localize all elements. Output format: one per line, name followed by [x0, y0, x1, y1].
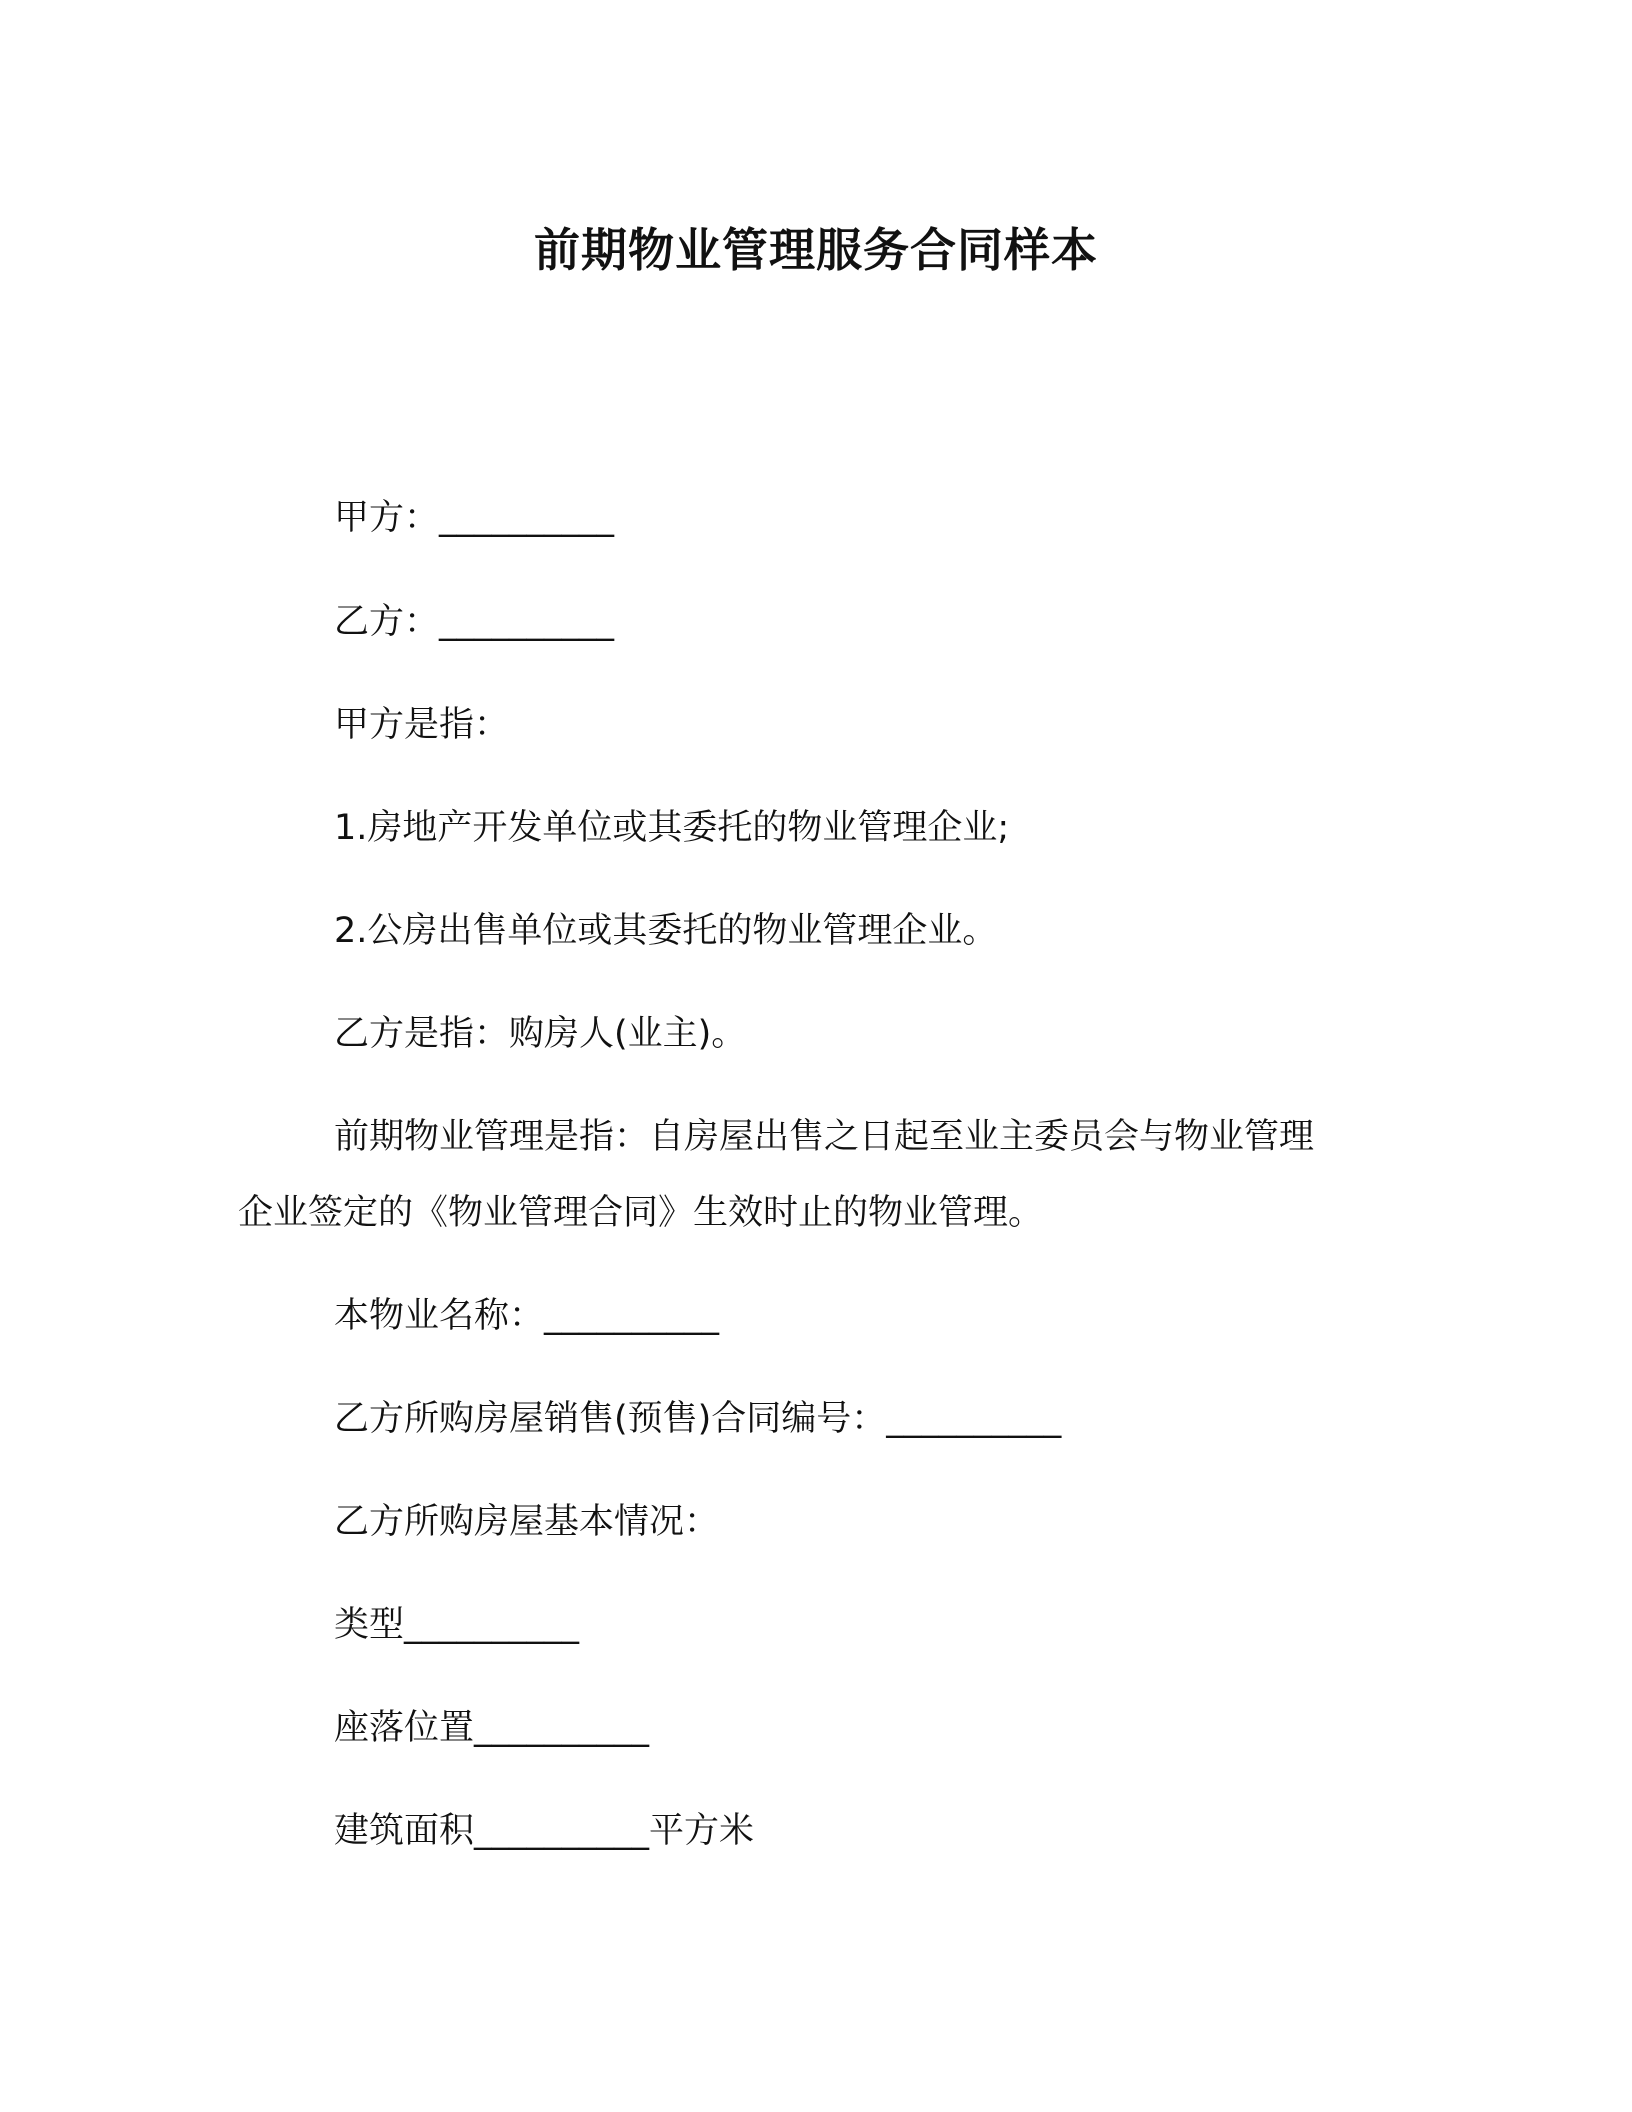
house-basic-info-heading: 乙方所购房屋基本情况： — [334, 1502, 720, 1542]
early-management-definition-line-1: 前期物业管理是指：自房屋出售之日起至业主委员会与物业管理 — [334, 1117, 1315, 1157]
party-b-definition: 乙方是指：购房人(业主)。 — [334, 1014, 747, 1054]
party-a-line: 甲方：__________ — [334, 498, 615, 538]
property-name-line: 本物业名称：__________ — [334, 1296, 720, 1336]
building-area-line: 建筑面积__________平方米 — [334, 1811, 755, 1851]
house-type-line: 类型__________ — [334, 1605, 580, 1645]
party-b-line: 乙方：__________ — [334, 602, 615, 642]
party-a-definition-heading: 甲方是指： — [334, 705, 510, 745]
house-location-line: 座落位置__________ — [334, 1708, 650, 1748]
party-a-definition-item-2: 2.公房出售单位或其委托的物业管理企业。 — [334, 911, 998, 951]
early-management-definition-line-2: 企业签定的《物业管理合同》生效时止的物业管理。 — [238, 1193, 1044, 1233]
sales-contract-number-line: 乙方所购房屋销售(预售)合同编号：__________ — [334, 1399, 1062, 1439]
party-a-definition-item-1: 1.房地产开发单位或其委托的物业管理企业; — [334, 808, 1010, 848]
page-title: 前期物业管理服务合同样本 — [534, 223, 1098, 277]
